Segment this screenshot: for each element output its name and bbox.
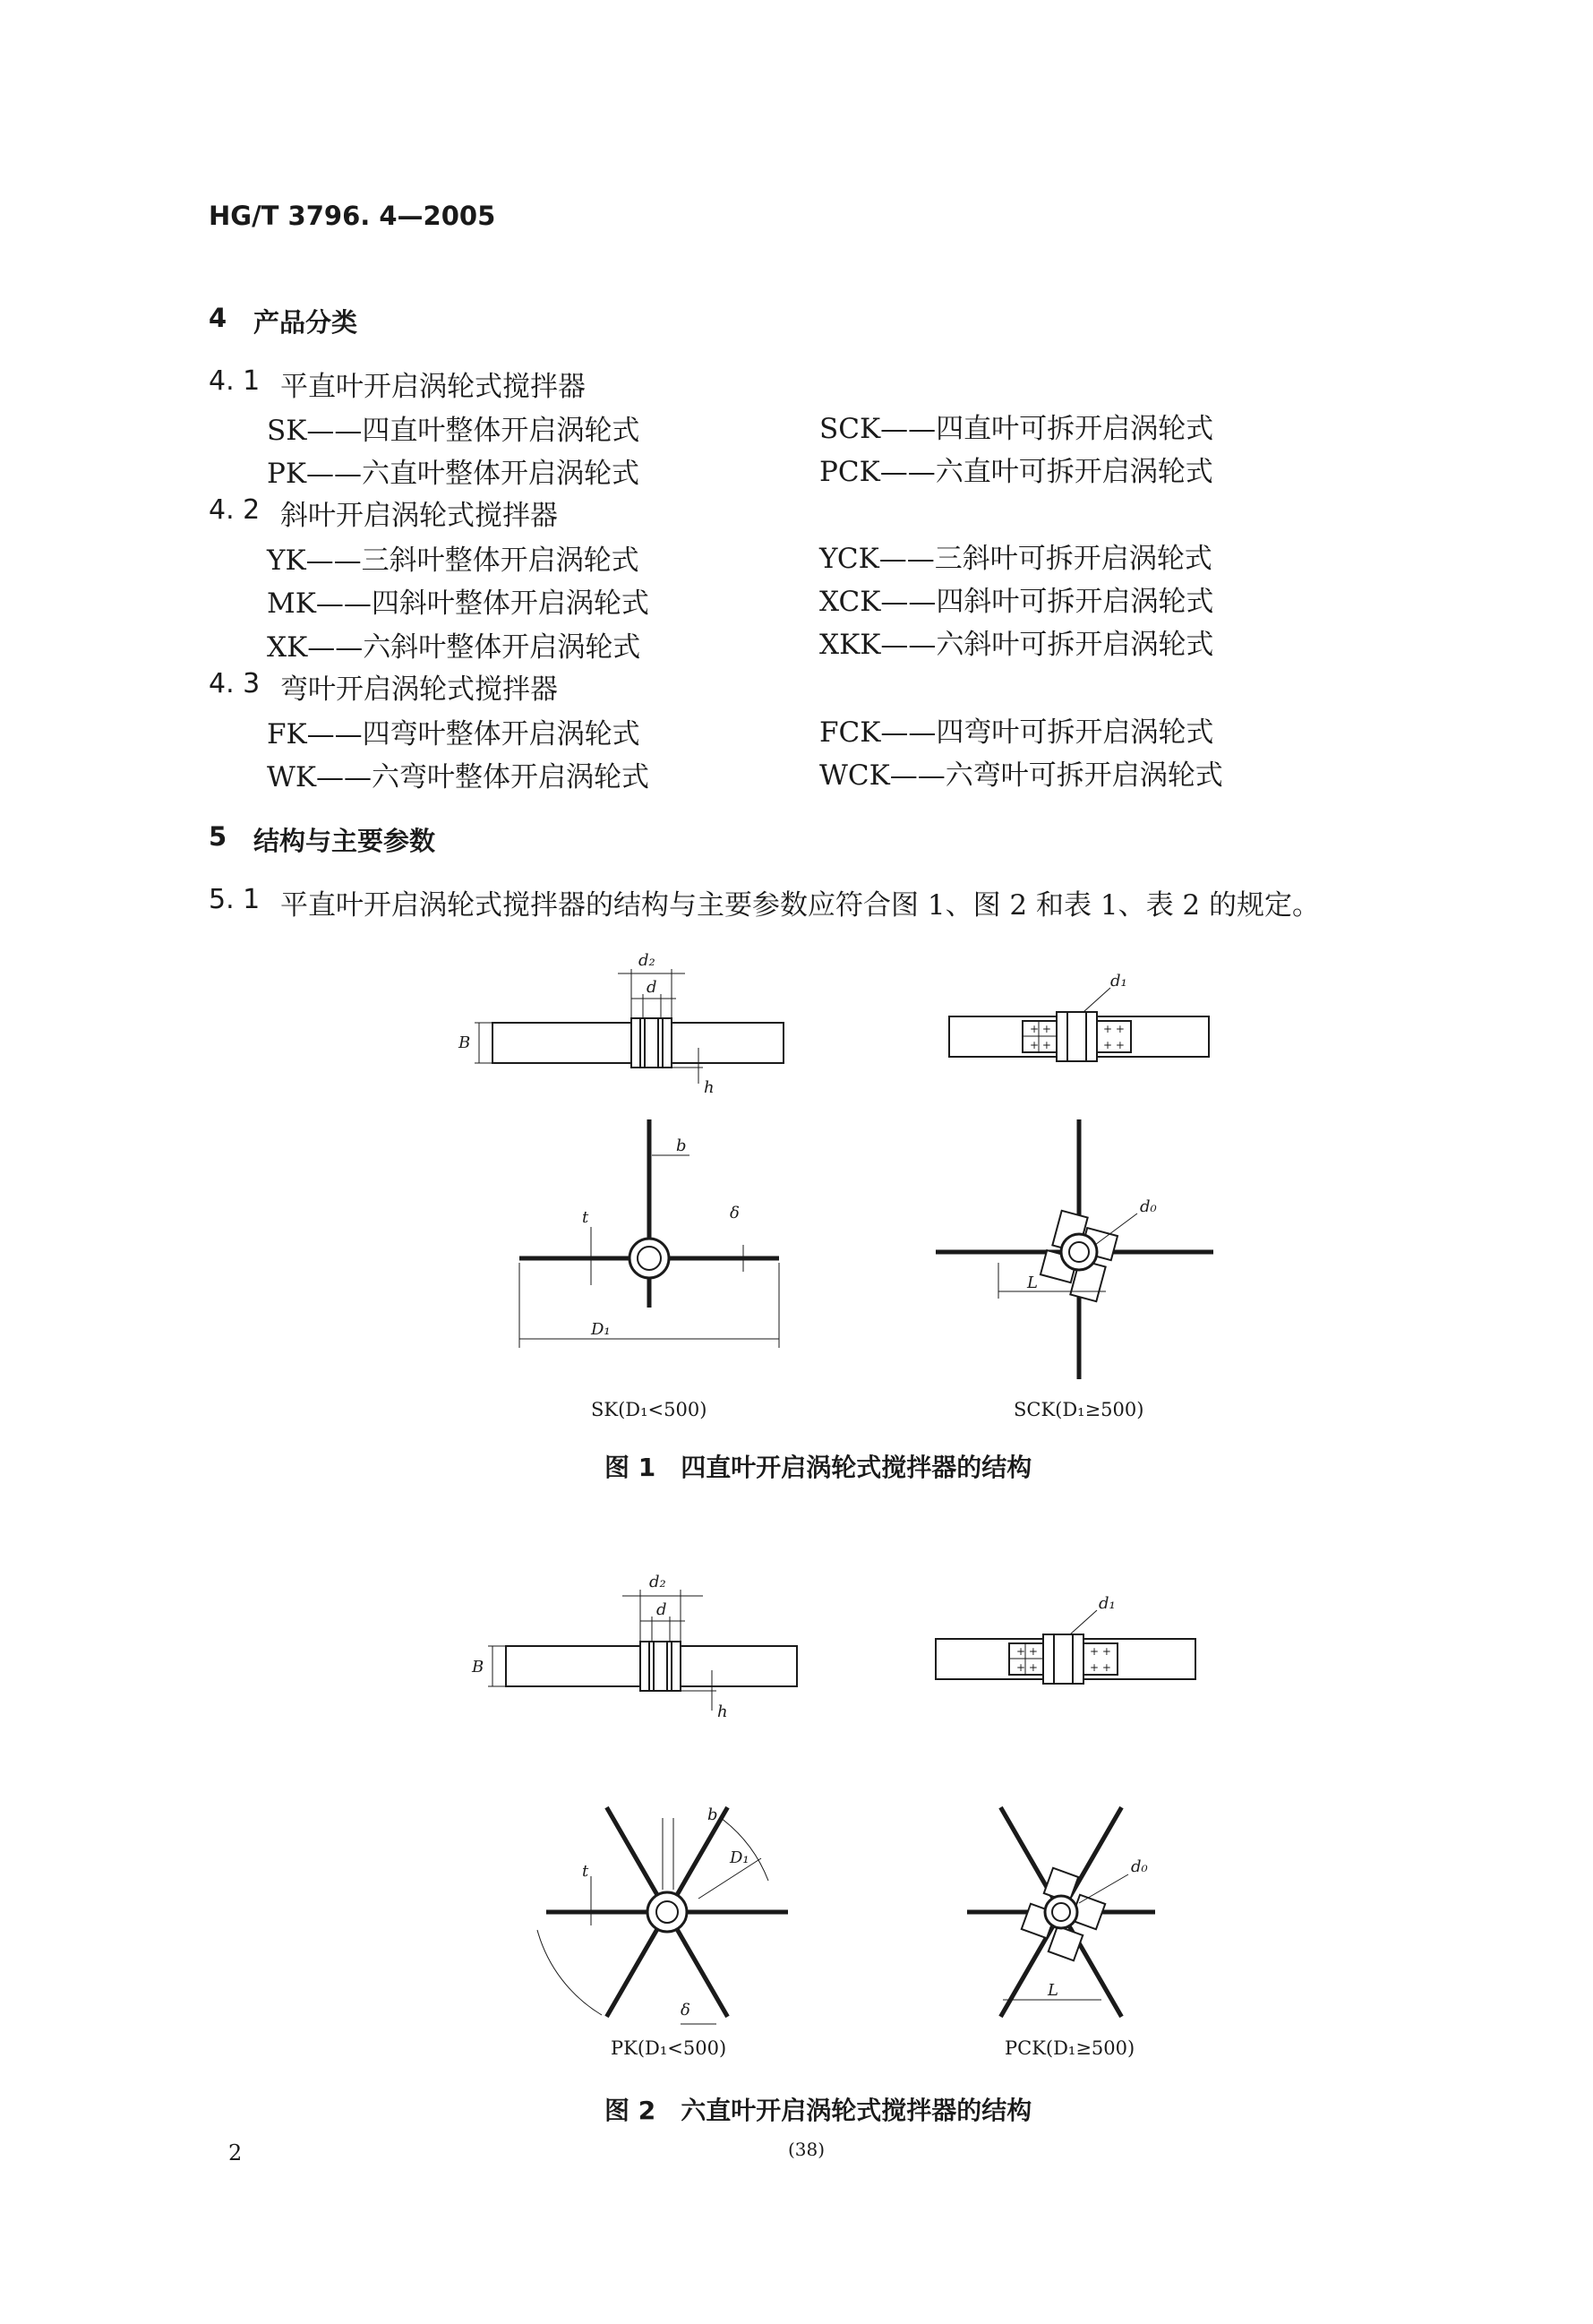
dim-label-b: b [707,1805,718,1824]
figure1-sck-plan-view [936,1119,1222,1379]
figure1-sk-plan-view [510,1119,806,1352]
list-item: FCK——四弯叶可拆开启涡轮式 [819,716,1214,749]
list-item: YCK——三斜叶可拆开启涡轮式 [819,543,1212,575]
dim-label-L: L [1048,1981,1058,2000]
figure2-pck-plan-view [927,1782,1213,2051]
dim-label-delta: δ [730,1204,740,1222]
dim-label-d1: d₁ [1099,1594,1116,1613]
figure2-pk-front-view [472,1572,801,1724]
subsection-4-3-title: 弯叶开启涡轮式搅拌器 [280,673,558,706]
section-4-number: 4 [209,303,227,333]
list-item: SCK——四直叶可拆开启涡轮式 [819,413,1214,445]
svg-text:+ +: + + [1030,1039,1051,1051]
svg-text:+ +: + + [1030,1023,1051,1035]
list-item: PCK——六直叶可拆开启涡轮式 [819,456,1213,488]
dim-label-D1: D₁ [730,1848,749,1867]
svg-text:+ +: + + [1090,1645,1111,1658]
list-item: XCK——四斜叶可拆开启涡轮式 [819,586,1214,618]
dim-label-d2: d₂ [649,1573,666,1591]
dim-label-d1: d₁ [1110,972,1127,990]
dim-label-h: h [704,1078,715,1097]
svg-text:+ +: + + [1090,1661,1111,1674]
subsection-4-1-number: 4. 1 [209,365,261,397]
subsection-4-3-number: 4. 3 [209,668,261,699]
dim-label-b: b [676,1136,687,1155]
list-item: FK——四弯叶整体开启涡轮式 [267,718,640,750]
figure1-title: 图 1 四直叶开启涡轮式搅拌器的结构 [604,1453,1032,1482]
list-item: YK——三斜叶整体开启涡轮式 [267,545,639,577]
section-4-title: 产品分类 [253,307,358,338]
figure2-title: 图 2 六直叶开启涡轮式搅拌器的结构 [604,2096,1032,2125]
subsection-4-2-title: 斜叶开启涡轮式搅拌器 [280,500,558,532]
original-page-number: (38) [788,2139,826,2160]
dim-label-delta: δ [681,2001,690,2020]
figure1-caption-right: SCK(D₁≥500) [1014,1399,1144,1420]
dim-label-D1: D₁ [591,1320,611,1339]
subsection-4-1-title: 平直叶开启涡轮式搅拌器 [280,371,586,403]
dim-label-t: t [582,1208,589,1227]
figure2-pck-front-view [927,1594,1195,1693]
list-item: MK——四斜叶整体开启涡轮式 [267,587,649,620]
subsection-4-2-number: 4. 2 [209,494,261,526]
dim-label-d2: d₂ [638,951,655,970]
svg-text:+ +: + + [1016,1661,1038,1674]
dim-label-B: B [458,1033,471,1052]
figure2-caption-right: PCK(D₁≥500) [1005,2037,1135,2059]
list-item: PK——六直叶整体开启涡轮式 [267,458,640,490]
dim-label-L: L [1027,1273,1038,1292]
dim-label-d0: d₀ [1140,1197,1157,1216]
svg-text:+ +: + + [1103,1023,1125,1035]
dim-label-B: B [472,1658,484,1677]
paragraph-5-1-number: 5. 1 [209,884,261,915]
list-item: SK——四直叶整体开启涡轮式 [267,415,640,447]
list-item: XK——六斜叶整体开启涡轮式 [267,631,641,664]
list-item: XKK——六斜叶可拆开启涡轮式 [819,629,1214,661]
section-5-title: 结构与主要参数 [253,826,436,856]
dim-label-d: d [656,1600,667,1619]
page-number: 2 [228,2140,243,2165]
dim-label-h: h [717,1702,728,1721]
figure1-caption-left: SK(D₁<500) [591,1399,707,1420]
paragraph-5-1-text: 平直叶开启涡轮式搅拌器的结构与主要参数应符合图 1、图 2 和表 1、表 2 的规定。 [280,889,1321,922]
list-item: WCK——六弯叶可拆开启涡轮式 [819,759,1223,792]
list-item: WK——六弯叶整体开启涡轮式 [267,761,650,793]
svg-text:+ +: + + [1103,1039,1125,1051]
figure1-sck-front-view [940,972,1209,1070]
figure2-caption-left: PK(D₁<500) [611,2037,727,2059]
dim-label-d0: d₀ [1131,1857,1148,1876]
dim-label-d: d [647,978,657,997]
figure1-sk-front-view [458,949,806,1102]
figure2-pk-plan-view [519,1782,806,2051]
svg-text:+ +: + + [1016,1645,1038,1658]
dim-label-t: t [582,1862,589,1881]
section-5-number: 5 [209,821,227,852]
standard-code: HG/T 3796. 4—2005 [209,201,496,231]
